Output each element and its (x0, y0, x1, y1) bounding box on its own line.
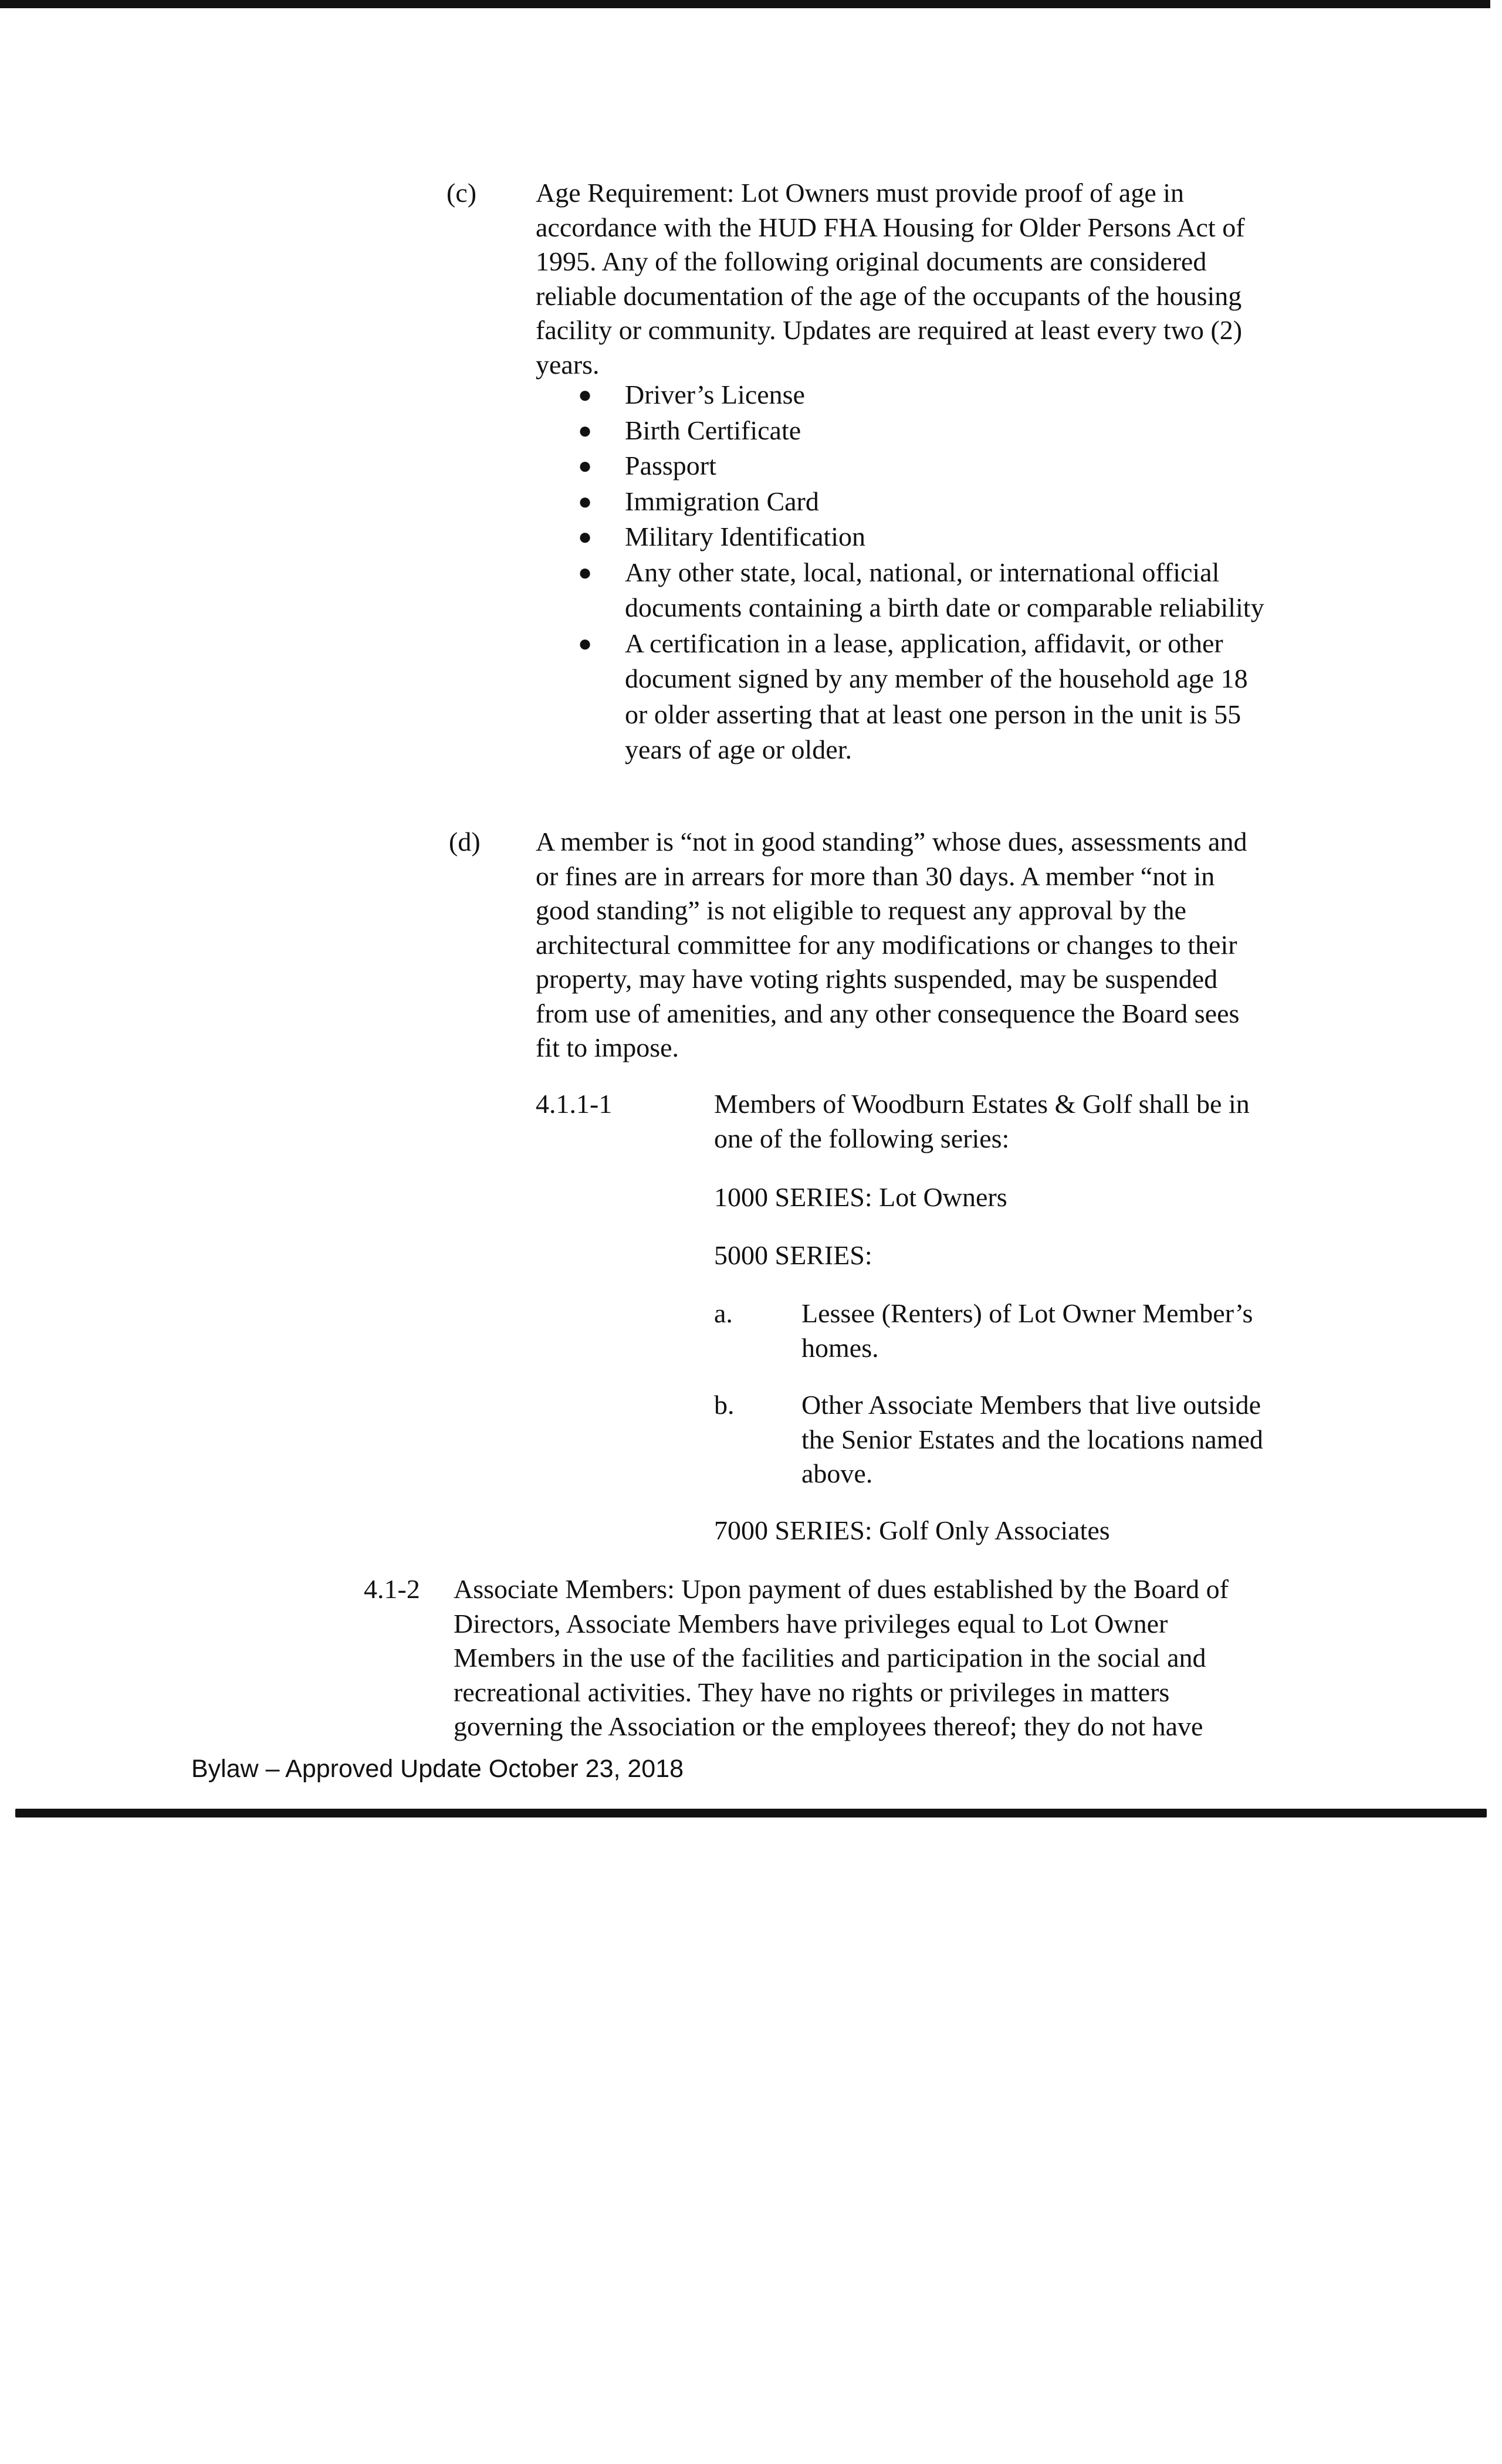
section-d-paragraph (536, 825, 1247, 1065)
age-documents-list (578, 377, 1264, 768)
series-intro-line: Members of Woodburn Estates & Golf shall be in (714, 1089, 1250, 1119)
section-d-line: or fines are in arrears for more than 30 days. A member “not in (536, 861, 1215, 891)
section-d-label: (d) (449, 827, 481, 857)
section-d-line: property, may have voting rights suspended, may be suspended (536, 964, 1218, 994)
section-4-1-2-paragraph (454, 1572, 1229, 1744)
item-b-line: above. (801, 1458, 873, 1488)
bullet-icon: ● (578, 523, 593, 550)
list-item-line: Driver’s License (625, 380, 805, 409)
top-border-rule (0, 0, 1490, 8)
list-item-line: Immigration Card (625, 486, 819, 516)
section-c-line: years. (536, 349, 600, 380)
item-b-line: the Senior Estates and the locations named (801, 1424, 1263, 1454)
associate-line: governing the Association or the employees thereof; they do not have (454, 1711, 1203, 1741)
item-b-label: b. (714, 1390, 735, 1420)
section-d-line: good standing” is not eligible to request any approval by the (536, 895, 1186, 925)
bullet-icon: ● (578, 559, 593, 585)
section-c-line: Age Requirement: Lot Owners must provide proof of age in (536, 178, 1185, 208)
page-footer: Bylaw – Approved Update October 23, 2018 (191, 1755, 684, 1783)
section-c-paragraph (536, 176, 1245, 382)
associate-line: Associate Members: Upon payment of dues established by the Board of (454, 1574, 1229, 1604)
bottom-border-rule (15, 1809, 1487, 1817)
item-b-line: Other Associate Members that live outside (801, 1390, 1261, 1420)
section-4-1-2-label: 4.1-2 (364, 1574, 420, 1604)
section-d-line: architectural committee for any modifications or changes to their (536, 929, 1237, 960)
associate-line: Directors, Associate Members have privileges equal to Lot Owner (454, 1608, 1168, 1639)
associate-line: recreational activities. They have no rights or privileges in matters (454, 1677, 1170, 1707)
list-item-line: Any other state, local, national, or international official (625, 557, 1220, 587)
section-d-line: A member is “not in good standing” whose dues, assessments and (536, 827, 1247, 857)
list-item-line: years of age or older. (625, 735, 853, 764)
list-item (578, 413, 1264, 449)
section-4-1-1-1-label: 4.1.1-1 (536, 1089, 613, 1119)
list-item (578, 484, 1264, 520)
section-c-line: reliable documentation of the age of the occupants of the housing (536, 280, 1242, 311)
list-item (578, 626, 1264, 768)
list-item-line: documents containing a birth date or comparable reliability (625, 593, 1264, 622)
associate-line: Members in the use of the facilities and participation in the social and (454, 1643, 1206, 1673)
list-item (578, 519, 1264, 555)
series-7000: 7000 SERIES: Golf Only Associates (714, 1515, 1110, 1545)
list-item-line: Birth Certificate (625, 415, 801, 445)
list-item-line: A certification in a lease, application, affidavit, or other (625, 628, 1223, 658)
bullet-icon: ● (578, 417, 593, 444)
list-item-line: Passport (625, 451, 716, 480)
section-d-line: from use of amenities, and any other consequence the Board sees (536, 998, 1240, 1028)
item-a-line: homes. (801, 1332, 879, 1363)
section-c-label: (c) (446, 178, 477, 208)
section-c-line: facility or community. Updates are required at least every two (2) (536, 315, 1243, 345)
item-a-paragraph (801, 1297, 1253, 1365)
list-item (578, 377, 1264, 413)
bullet-icon: ● (578, 452, 593, 479)
section-c-line: accordance with the HUD FHA Housing for Older Persons Act of (536, 212, 1245, 242)
list-item (578, 448, 1264, 484)
item-b-paragraph (801, 1388, 1263, 1491)
series-intro-paragraph (714, 1087, 1250, 1156)
bullet-icon: ● (578, 629, 593, 656)
item-a-label: a. (714, 1298, 733, 1328)
series-1000: 1000 SERIES: Lot Owners (714, 1182, 1007, 1212)
bullet-icon: ● (578, 381, 593, 408)
list-item-line: Military Identification (625, 522, 866, 551)
list-item-line: or older asserting that at least one person in the unit is 55 (625, 699, 1241, 729)
list-item-line: document signed by any member of the household age 18 (625, 664, 1248, 693)
section-c-line: 1995. Any of the following original documents are considered (536, 246, 1207, 276)
bullet-icon: ● (578, 488, 593, 515)
section-d-line: fit to impose. (536, 1033, 679, 1062)
list-item (578, 555, 1264, 626)
series-5000: 5000 SERIES: (714, 1240, 872, 1270)
item-a-line: Lessee (Renters) of Lot Owner Member’s (801, 1298, 1253, 1328)
series-intro-line: one of the following series: (714, 1123, 1010, 1153)
